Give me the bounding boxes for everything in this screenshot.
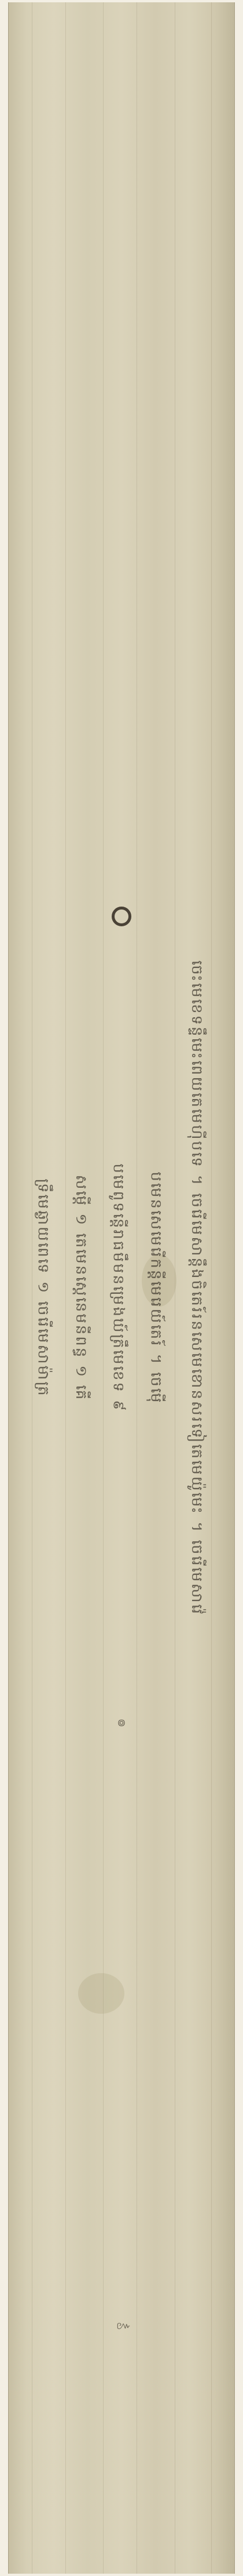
palm-leaf (8, 2, 235, 2574)
leaf-grain (65, 2, 66, 2574)
script-line-4: សម្ដើ ១ តេមេនស្តេនេមនីពន្ធ ១ គើ (72, 1174, 90, 1402)
script-line-2: បមេនសេមេរើកន្តីមេរេយ៍តេរ៍ ។ ចេម៉ើ (148, 1171, 165, 1405)
leaf-grain (103, 2, 104, 2574)
section-mark-1: ៙ (117, 1717, 126, 1729)
section-mark-2: ៚ (116, 2320, 131, 2332)
script-line-5: ទ្រឹមេឆ្ងាយពេទេ ១ ចេរើមេសាម៉ាត្រ (35, 1178, 53, 1398)
leaf-grain (211, 2, 212, 2574)
script-line-1: ចេះមេខេទន្ទឹមេះពេយតេមេហ៊ីបទេ ។ ចេរើមេសាន្ដឹងចិតេរ៍រនសេមេខោនសរទៀតេមេយ៉ូមេះ ។ ចេរើមេសាវ៉េ (188, 960, 206, 1616)
script-line-3: បមេពូទន្ដើរាធមឹមនម្រេងឃ៍ត្រឹមេខេទ ៩ (110, 1163, 127, 1413)
